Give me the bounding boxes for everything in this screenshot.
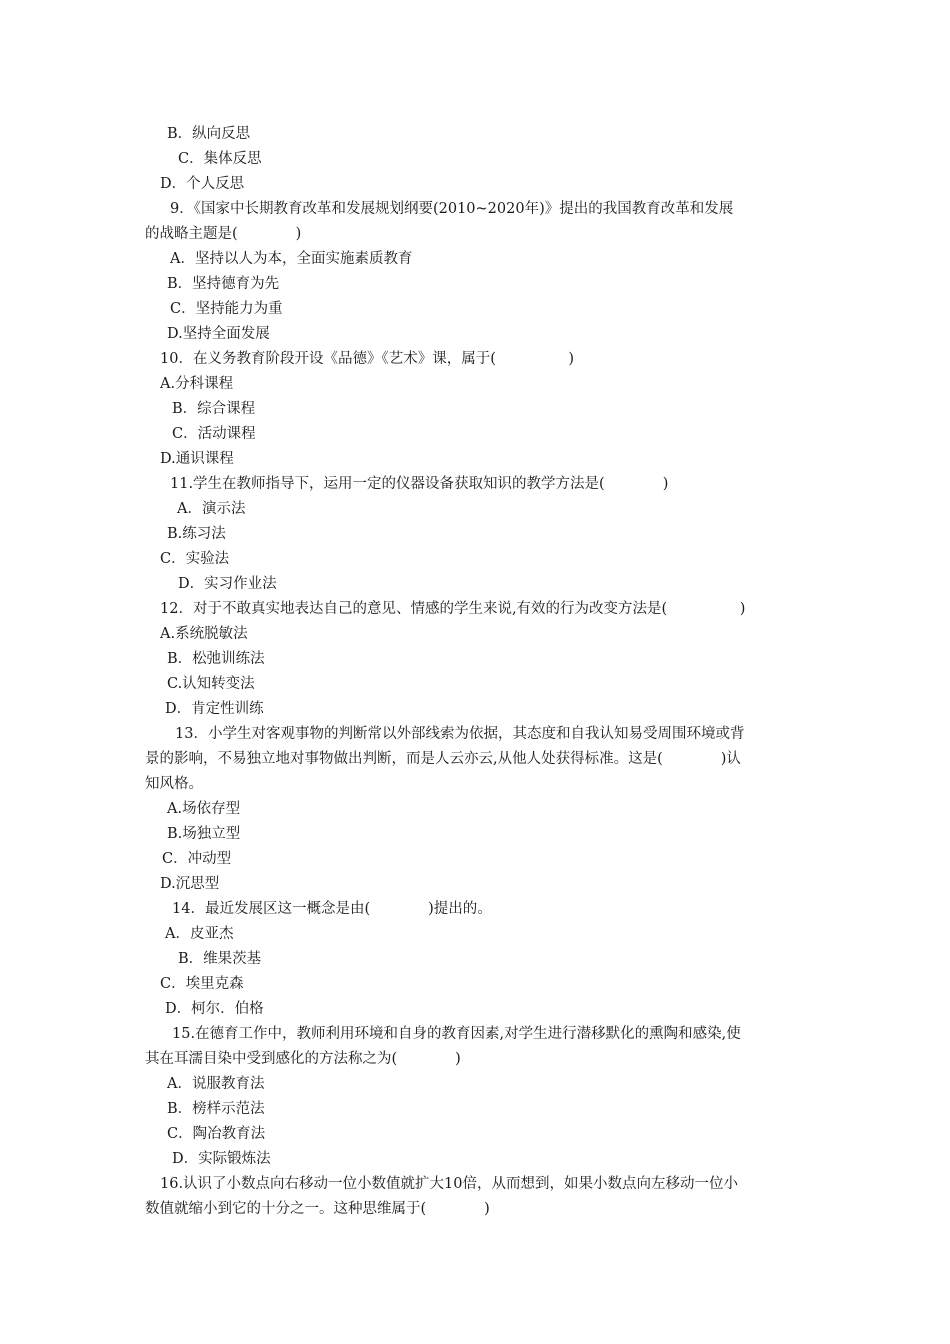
q14-option-b: B．维果茨基 [178,951,262,967]
q12-option-b: B．松弛训练法 [167,651,265,667]
q9-stem-line-1: 9．《国家中长期教育改革和发展规划纲要(2010~2020年)》提出的我国教育改革和发展 [170,201,734,217]
q9-option-b: B．坚持德育为先 [167,276,280,292]
q8-option-b: B．纵向反思 [167,126,251,142]
q14-stem: 14．最近发展区这一概念是由( )提出的。 [172,901,492,917]
q14-option-d: D．柯尔．伯格 [165,1001,264,1017]
q13-option-a: A.场依存型 [167,801,241,817]
q15-option-b: B．榜样示范法 [167,1101,265,1117]
q15-stem-line-1: 15.在德育工作中，教师利用环境和自身的教育因素,对学生进行潜移默化的熏陶和感染,使 [172,1026,741,1042]
q10-stem: 10．在义务教育阶段开设《品德》《艺术》课，属于( ) [160,351,575,367]
q10-option-a: A.分科课程 [160,376,234,392]
q15-stem-line-2: 其在耳濡目染中受到感化的方法称之为( ) [145,1051,461,1067]
q13-option-b: B.场独立型 [167,826,241,842]
q13-stem-line-3: 知风格。 [145,776,203,792]
q9-option-c: C．坚持能力为重 [170,301,283,317]
q9-option-d: D.坚持全面发展 [167,326,270,342]
q12-option-d: D．肯定性训练 [165,701,264,717]
q16-stem-line-1: 16.认识了小数点向右移动一位小数值就扩大10倍，从而想到，如果小数点向左移动一位小 [160,1176,739,1192]
q10-option-b: B．综合课程 [172,401,256,417]
q16-stem-line-2: 数值就缩小到它的十分之一。这种思维属于( ) [145,1201,490,1217]
q14-option-c: C．埃里克森 [160,976,244,992]
q11-option-b: B.练习法 [167,526,226,542]
q14-option-a: A．皮亚杰 [165,926,234,942]
q15-option-d: D．实际锻炼法 [172,1151,271,1167]
q12-stem: 12．对于不敢真实地表达自己的意见、情感的学生来说,有效的行为改变方法是( ) [160,601,746,617]
q11-option-c: C．实验法 [160,551,230,567]
q9-stem-line-2: 的战略主题是( ) [145,226,302,242]
q12-option-a: A.系统脱敏法 [160,626,248,642]
q9-option-a: A．坚持以人为本，全面实施素质教育 [170,251,413,267]
q11-stem: 11.学生在教师指导下，运用一定的仪器设备获取知识的教学方法是( ) [170,476,669,492]
q15-option-a: A．说服教育法 [167,1076,265,1092]
q13-stem-line-2: 景的影响，不易独立地对事物做出判断，而是人云亦云,从他人处获得标准。这是( )认 [145,751,741,767]
q12-option-c: C.认知转变法 [167,676,255,692]
q10-option-d: D.通识课程 [160,451,234,467]
q8-option-d: D．个人反思 [160,176,245,192]
q13-stem-line-1: 13．小学生对客观事物的判断常以外部线索为依据，其态度和自我认知易受周围环境或背 [175,726,745,742]
q13-option-d: D.沉思型 [160,876,220,892]
q13-option-c: C．冲动型 [162,851,232,867]
q11-option-a: A．演示法 [177,501,246,517]
q8-option-c: C．集体反思 [178,151,262,167]
q11-option-d: D．实习作业法 [178,576,277,592]
q10-option-c: C．活动课程 [172,426,256,442]
q15-option-c: C．陶冶教育法 [167,1126,266,1142]
